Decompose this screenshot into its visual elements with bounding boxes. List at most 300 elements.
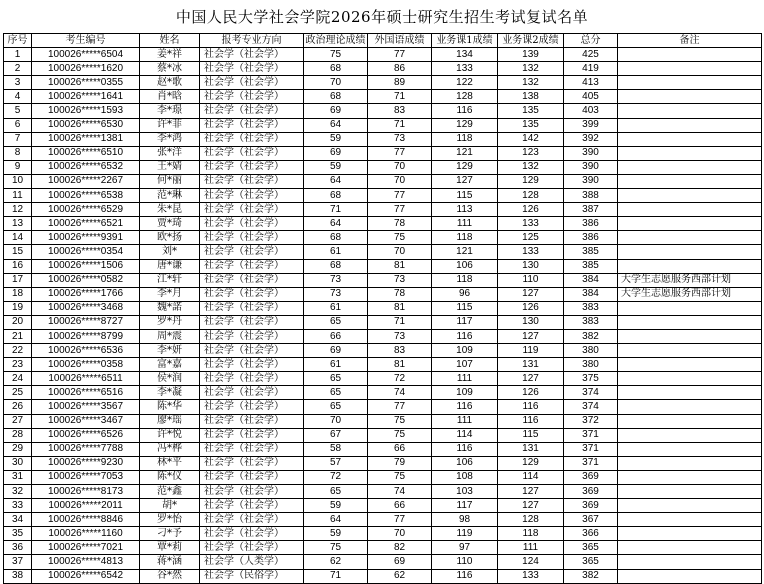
row-seq: 17 <box>4 273 32 287</box>
table-row <box>4 569 762 583</box>
course1-score: 116 <box>432 104 498 118</box>
row-seq: 8 <box>4 146 32 160</box>
total-score: 380 <box>564 358 618 372</box>
row-seq: 2 <box>4 62 32 76</box>
remark <box>618 485 762 499</box>
remark <box>618 189 762 203</box>
language-score: 66 <box>368 499 432 513</box>
course2-score: 130 <box>498 259 564 273</box>
candidate-id: 100026*****8727 <box>32 315 140 329</box>
course1-score: 106 <box>432 259 498 273</box>
course2-score: 127 <box>498 499 564 513</box>
politics-score: 65 <box>304 400 368 414</box>
remark <box>618 456 762 470</box>
table-row <box>4 301 762 315</box>
row-seq: 21 <box>4 329 32 343</box>
course1-score: 133 <box>432 62 498 76</box>
language-score: 71 <box>368 90 432 104</box>
major-direction: 社会学（社会学） <box>200 118 304 132</box>
major-direction: 社会学（社会学） <box>200 245 304 259</box>
major-direction: 社会学（社会学） <box>200 400 304 414</box>
major-direction: 社会学（社会学） <box>200 132 304 146</box>
language-score: 73 <box>368 329 432 343</box>
candidate-id: 100026*****3567 <box>32 400 140 414</box>
row-seq: 18 <box>4 287 32 301</box>
politics-score: 69 <box>304 344 368 358</box>
major-direction: 社会学（社会学） <box>200 513 304 527</box>
candidate-id: 100026*****9230 <box>32 456 140 470</box>
politics-score: 70 <box>304 414 368 428</box>
course1-score: 122 <box>432 76 498 90</box>
table-row <box>4 118 762 132</box>
table-row <box>4 189 762 203</box>
col-language-header: 外国语成绩 <box>368 34 432 48</box>
row-seq: 5 <box>4 104 32 118</box>
course2-score: 124 <box>498 555 564 569</box>
course2-score: 132 <box>498 76 564 90</box>
politics-score: 68 <box>304 90 368 104</box>
course1-score: 107 <box>432 358 498 372</box>
candidate-id: 100026*****7021 <box>32 541 140 555</box>
candidate-id: 100026*****2011 <box>32 499 140 513</box>
candidate-id: 100026*****6516 <box>32 386 140 400</box>
politics-score: 68 <box>304 231 368 245</box>
language-score: 73 <box>368 132 432 146</box>
politics-score: 69 <box>304 104 368 118</box>
remark <box>618 90 762 104</box>
candidate-name: 范*琳 <box>140 189 200 203</box>
total-score: 399 <box>564 118 618 132</box>
course1-score: 111 <box>432 372 498 386</box>
table-row <box>4 217 762 231</box>
col-course1-header: 业务课1成绩 <box>432 34 498 48</box>
total-score: 405 <box>564 90 618 104</box>
course1-score: 111 <box>432 414 498 428</box>
course1-score: 110 <box>432 555 498 569</box>
major-direction: 社会学（社会学） <box>200 76 304 90</box>
course1-score: 106 <box>432 456 498 470</box>
total-score: 390 <box>564 146 618 160</box>
remark <box>618 118 762 132</box>
candidate-name: 周*震 <box>140 329 200 343</box>
total-score: 387 <box>564 203 618 217</box>
total-score: 385 <box>564 259 618 273</box>
remark <box>618 442 762 456</box>
row-seq: 1 <box>4 48 32 62</box>
table-row <box>4 160 762 174</box>
candidate-name: 陈*仪 <box>140 470 200 484</box>
course2-score: 135 <box>498 104 564 118</box>
language-score: 77 <box>368 146 432 160</box>
row-seq: 23 <box>4 358 32 372</box>
language-score: 66 <box>368 442 432 456</box>
major-direction: 社会学（社会学） <box>200 104 304 118</box>
major-direction: 社会学（社会学） <box>200 146 304 160</box>
remark <box>618 541 762 555</box>
total-score: 374 <box>564 400 618 414</box>
language-score: 74 <box>368 386 432 400</box>
course2-score: 126 <box>498 203 564 217</box>
language-score: 82 <box>368 541 432 555</box>
candidate-name: 许*悦 <box>140 428 200 442</box>
table-row <box>4 273 762 287</box>
table-row <box>4 315 762 329</box>
candidate-name: 罗*怡 <box>140 513 200 527</box>
remark <box>618 499 762 513</box>
row-seq: 3 <box>4 76 32 90</box>
candidate-name: 王*婧 <box>140 160 200 174</box>
course1-score: 109 <box>432 386 498 400</box>
candidate-table <box>3 33 762 584</box>
major-direction: 社会学（社会学） <box>200 358 304 372</box>
course2-score: 114 <box>498 470 564 484</box>
course1-score: 128 <box>432 90 498 104</box>
total-score: 390 <box>564 174 618 188</box>
politics-score: 58 <box>304 442 368 456</box>
remark <box>618 315 762 329</box>
candidate-name: 李*妍 <box>140 344 200 358</box>
candidate-id: 100026*****6526 <box>32 428 140 442</box>
row-seq: 11 <box>4 189 32 203</box>
course2-score: 127 <box>498 287 564 301</box>
politics-score: 65 <box>304 315 368 329</box>
candidate-id: 100026*****1620 <box>32 62 140 76</box>
table-row <box>4 358 762 372</box>
total-score: 371 <box>564 442 618 456</box>
politics-score: 69 <box>304 146 368 160</box>
course2-score: 132 <box>498 62 564 76</box>
course2-score: 110 <box>498 273 564 287</box>
politics-score: 61 <box>304 301 368 315</box>
table-row <box>4 231 762 245</box>
major-direction: 社会学（社会学） <box>200 456 304 470</box>
course2-score: 135 <box>498 118 564 132</box>
language-score: 72 <box>368 372 432 386</box>
course2-score: 133 <box>498 569 564 583</box>
course2-score: 138 <box>498 90 564 104</box>
col-note-header: 备注 <box>618 34 762 48</box>
candidate-name: 李*凝 <box>140 386 200 400</box>
total-score: 388 <box>564 189 618 203</box>
politics-score: 72 <box>304 470 368 484</box>
row-seq: 14 <box>4 231 32 245</box>
remark <box>618 245 762 259</box>
politics-score: 73 <box>304 287 368 301</box>
table-row <box>4 287 762 301</box>
total-score: 390 <box>564 160 618 174</box>
candidate-id: 100026*****0358 <box>32 358 140 372</box>
total-score: 419 <box>564 62 618 76</box>
politics-score: 65 <box>304 386 368 400</box>
course2-score: 133 <box>498 217 564 231</box>
course2-score: 129 <box>498 456 564 470</box>
candidate-id: 100026*****6510 <box>32 146 140 160</box>
course1-score: 116 <box>432 400 498 414</box>
remark <box>618 414 762 428</box>
total-score: 425 <box>564 48 618 62</box>
remark <box>618 104 762 118</box>
remark <box>618 470 762 484</box>
table-row <box>4 386 762 400</box>
remark <box>618 527 762 541</box>
course1-score: 129 <box>432 160 498 174</box>
language-score: 75 <box>368 231 432 245</box>
col-seq-header: 序号 <box>4 34 32 48</box>
language-score: 78 <box>368 217 432 231</box>
row-seq: 12 <box>4 203 32 217</box>
candidate-id: 100026*****3467 <box>32 414 140 428</box>
course2-score: 119 <box>498 344 564 358</box>
table-row <box>4 485 762 499</box>
row-seq: 13 <box>4 217 32 231</box>
course1-score: 116 <box>432 329 498 343</box>
remark <box>618 174 762 188</box>
document-title: 中国人民大学社会学院2026年硕士研究生招生考试复试名单 <box>175 8 589 26</box>
total-score: 386 <box>564 231 618 245</box>
col-course2-header: 业务课2成绩 <box>498 34 564 48</box>
candidate-name: 李*月 <box>140 287 200 301</box>
course2-score: 118 <box>498 527 564 541</box>
politics-score: 64 <box>304 217 368 231</box>
candidate-id: 100026*****6529 <box>32 203 140 217</box>
candidate-name: 姜*祥 <box>140 48 200 62</box>
politics-score: 65 <box>304 372 368 386</box>
candidate-id: 100026*****6530 <box>32 118 140 132</box>
row-seq: 28 <box>4 428 32 442</box>
language-score: 81 <box>368 358 432 372</box>
candidate-id: 100026*****8846 <box>32 513 140 527</box>
major-direction: 社会学（社会学） <box>200 203 304 217</box>
total-score: 383 <box>564 301 618 315</box>
remark <box>618 386 762 400</box>
candidate-id: 100026*****0355 <box>32 76 140 90</box>
course2-score: 115 <box>498 428 564 442</box>
candidate-name: 侯*润 <box>140 372 200 386</box>
major-direction: 社会学（社会学） <box>200 259 304 273</box>
course2-score: 127 <box>498 485 564 499</box>
candidate-id: 100026*****0582 <box>32 273 140 287</box>
language-score: 89 <box>368 76 432 90</box>
course2-score: 131 <box>498 358 564 372</box>
remark <box>618 76 762 90</box>
course1-score: 108 <box>432 470 498 484</box>
major-direction: 社会学（社会学） <box>200 386 304 400</box>
col-name-header: 姓名 <box>140 34 200 48</box>
major-direction: 社会学（社会学） <box>200 329 304 343</box>
candidate-name: 唐*谦 <box>140 259 200 273</box>
row-seq: 30 <box>4 456 32 470</box>
candidate-id: 100026*****1381 <box>32 132 140 146</box>
row-seq: 20 <box>4 315 32 329</box>
language-score: 69 <box>368 555 432 569</box>
language-score: 70 <box>368 527 432 541</box>
candidate-name: 谷*然 <box>140 569 200 583</box>
row-seq: 36 <box>4 541 32 555</box>
total-score: 382 <box>564 569 618 583</box>
major-direction: 社会学（人类学） <box>200 555 304 569</box>
total-score: 375 <box>564 372 618 386</box>
politics-score: 67 <box>304 428 368 442</box>
candidate-id: 100026*****2267 <box>32 174 140 188</box>
candidate-id: 100026*****1593 <box>32 104 140 118</box>
language-score: 77 <box>368 400 432 414</box>
course1-score: 109 <box>432 344 498 358</box>
course1-score: 127 <box>432 174 498 188</box>
remark <box>618 569 762 583</box>
course1-score: 98 <box>432 513 498 527</box>
row-seq: 15 <box>4 245 32 259</box>
politics-score: 64 <box>304 118 368 132</box>
row-seq: 24 <box>4 372 32 386</box>
language-score: 62 <box>368 569 432 583</box>
table-row <box>4 259 762 273</box>
course2-score: 139 <box>498 48 564 62</box>
remark <box>618 231 762 245</box>
table-row <box>4 513 762 527</box>
table-row <box>4 527 762 541</box>
language-score: 77 <box>368 48 432 62</box>
candidate-name: 许*菲 <box>140 118 200 132</box>
major-direction: 社会学（社会学） <box>200 541 304 555</box>
row-seq: 27 <box>4 414 32 428</box>
course2-score: 125 <box>498 231 564 245</box>
total-score: 365 <box>564 555 618 569</box>
major-direction: 社会学（民俗学） <box>200 569 304 583</box>
table-row <box>4 174 762 188</box>
row-seq: 10 <box>4 174 32 188</box>
table-row <box>4 499 762 513</box>
row-seq: 25 <box>4 386 32 400</box>
course2-score: 132 <box>498 160 564 174</box>
candidate-name: 范*鑫 <box>140 485 200 499</box>
course2-score: 129 <box>498 174 564 188</box>
course1-score: 97 <box>432 541 498 555</box>
total-score: 392 <box>564 132 618 146</box>
row-seq: 4 <box>4 90 32 104</box>
total-score: 365 <box>564 541 618 555</box>
table-row <box>4 62 762 76</box>
table-row <box>4 555 762 569</box>
candidate-name: 李*璟 <box>140 104 200 118</box>
remark <box>618 372 762 386</box>
language-score: 75 <box>368 470 432 484</box>
course2-score: 128 <box>498 513 564 527</box>
course1-score: 114 <box>432 428 498 442</box>
candidate-name: 冯*桦 <box>140 442 200 456</box>
total-score: 371 <box>564 428 618 442</box>
candidate-name: 李*鸿 <box>140 132 200 146</box>
candidate-name: 刁*予 <box>140 527 200 541</box>
table-row <box>4 344 762 358</box>
major-direction: 社会学（社会学） <box>200 231 304 245</box>
candidate-name: 欧*扬 <box>140 231 200 245</box>
course1-score: 118 <box>432 273 498 287</box>
table-row <box>4 428 762 442</box>
candidate-id: 100026*****0354 <box>32 245 140 259</box>
course1-score: 129 <box>432 118 498 132</box>
politics-score: 73 <box>304 273 368 287</box>
candidate-id: 100026*****1766 <box>32 287 140 301</box>
candidate-name: 蔡*冰 <box>140 62 200 76</box>
candidate-id: 100026*****3468 <box>32 301 140 315</box>
major-direction: 社会学（社会学） <box>200 372 304 386</box>
course2-score: 127 <box>498 372 564 386</box>
table-row <box>4 146 762 160</box>
row-seq: 7 <box>4 132 32 146</box>
major-direction: 社会学（社会学） <box>200 62 304 76</box>
total-score: 403 <box>564 104 618 118</box>
language-score: 77 <box>368 513 432 527</box>
table-row <box>4 48 762 62</box>
language-score: 77 <box>368 203 432 217</box>
major-direction: 社会学（社会学） <box>200 442 304 456</box>
candidate-name: 覃*莉 <box>140 541 200 555</box>
remark <box>618 62 762 76</box>
language-score: 71 <box>368 315 432 329</box>
major-direction: 社会学（社会学） <box>200 160 304 174</box>
politics-score: 61 <box>304 358 368 372</box>
politics-score: 64 <box>304 174 368 188</box>
politics-score: 64 <box>304 513 368 527</box>
table-row <box>4 203 762 217</box>
language-score: 75 <box>368 414 432 428</box>
remark <box>618 146 762 160</box>
candidate-name: 富*嘉 <box>140 358 200 372</box>
major-direction: 社会学（社会学） <box>200 499 304 513</box>
course2-score: 116 <box>498 400 564 414</box>
remark <box>618 217 762 231</box>
politics-score: 75 <box>304 48 368 62</box>
candidate-id: 100026*****1506 <box>32 259 140 273</box>
language-score: 81 <box>368 259 432 273</box>
language-score: 73 <box>368 273 432 287</box>
politics-score: 65 <box>304 485 368 499</box>
candidate-name: 魏*諾 <box>140 301 200 315</box>
table-row <box>4 414 762 428</box>
language-score: 78 <box>368 287 432 301</box>
major-direction: 社会学（社会学） <box>200 90 304 104</box>
remark <box>618 358 762 372</box>
table-row <box>4 245 762 259</box>
course1-score: 103 <box>432 485 498 499</box>
candidate-id: 100026*****6532 <box>32 160 140 174</box>
course1-score: 118 <box>432 132 498 146</box>
candidate-name: 陈*华 <box>140 400 200 414</box>
language-score: 75 <box>368 428 432 442</box>
total-score: 366 <box>564 527 618 541</box>
course2-score: 126 <box>498 386 564 400</box>
course1-score: 115 <box>432 189 498 203</box>
language-score: 70 <box>368 174 432 188</box>
politics-score: 68 <box>304 259 368 273</box>
candidate-id: 100026*****4813 <box>32 555 140 569</box>
language-score: 81 <box>368 301 432 315</box>
politics-score: 62 <box>304 555 368 569</box>
major-direction: 社会学（社会学） <box>200 485 304 499</box>
course2-score: 123 <box>498 146 564 160</box>
candidate-name: 何*丽 <box>140 174 200 188</box>
total-score: 384 <box>564 287 618 301</box>
major-direction: 社会学（社会学） <box>200 315 304 329</box>
candidate-name: 林*平 <box>140 456 200 470</box>
candidate-name: 张*洋 <box>140 146 200 160</box>
remark <box>618 132 762 146</box>
major-direction: 社会学（社会学） <box>200 428 304 442</box>
major-direction: 社会学（社会学） <box>200 287 304 301</box>
course1-score: 113 <box>432 203 498 217</box>
row-seq: 9 <box>4 160 32 174</box>
row-seq: 34 <box>4 513 32 527</box>
